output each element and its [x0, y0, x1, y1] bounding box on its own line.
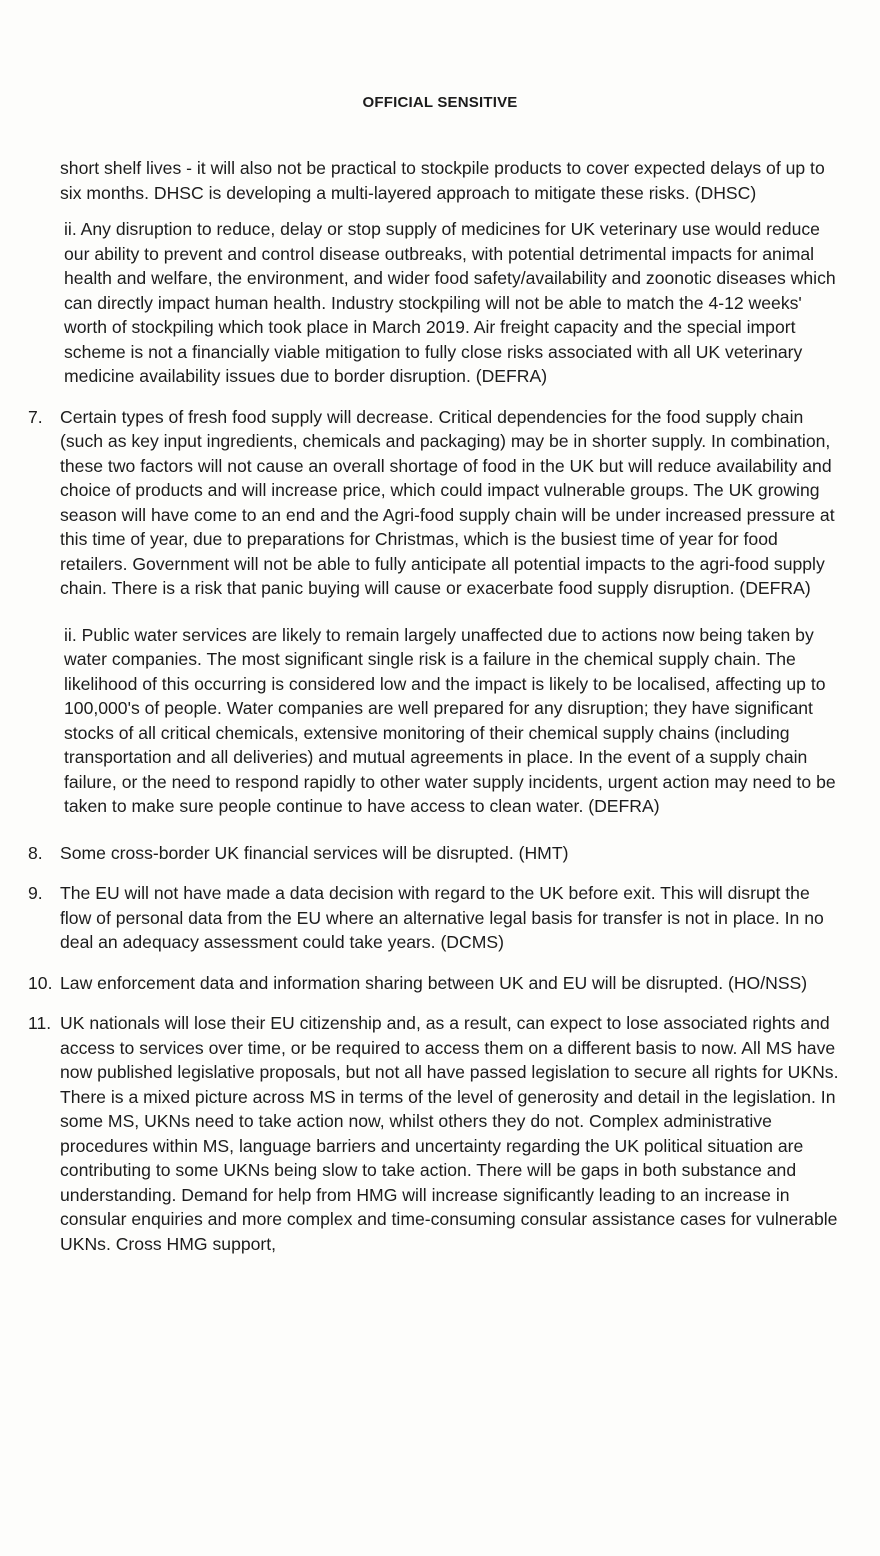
item-text: Some cross-border UK financial services will be disrupted. (HMT): [60, 842, 569, 863]
numbered-item-11: [0, 1011, 880, 1256]
paragraph-6-ii: ii. Any disruption to reduce, delay or stop supply of medicines for UK veterinary use would reduce our ability to prevent and control disease outbreaks, with potential detrimental impacts for animal health and welfare, the environment, and wider food safety/availability and zoonotic diseases which can directly impact human health. Industry stockpiling will not be able to match the 4-12 weeks' worth of stockpiling which took place in March 2019. Air freight capacity and the special import scheme is not a financially viable mitigation to fully close risks associated with all UK veterinary medicine availability issues due to border disruption. (DEFRA): [64, 219, 836, 386]
numbered-item-9: [0, 881, 880, 955]
paragraph-7-ii: ii. Public water services are likely to remain largely unaffected due to actions now being taken by water companies. The most significant single risk is a failure in the chemical supply chain. The likelihood of this occurring is considered low and the impact is likely to be localised, affecting up to 100,000's of people. Water companies are well prepared for any disruption; they have significant stocks of all critical chemicals, extensive monitoring of their chemical supply chains (including transportation and all deliveries) and mutual agreements in place. In the event of a supply chain failure, or the need to respond rapidly to other water supply incidents, urgent action may need to be taken to make sure people continue to have access to clean water. (DEFRA): [64, 624, 836, 816]
item-number: 9.: [28, 883, 43, 903]
item-number: 8.: [28, 842, 43, 863]
document-body: [0, 156, 880, 1256]
item-number: 11.: [28, 1013, 52, 1033]
numbered-item-10: [0, 971, 880, 996]
paragraph-continuation: short shelf lives - it will also not be practical to stockpile products to cover expected delays of up to six months. DHSC is developing a multi-layered approach to mitigate these risks. (DHSC): [60, 158, 825, 203]
item-number: 7.: [28, 406, 43, 427]
item-text: UK nationals will lose their EU citizenship and, as a result, can expect to lose associated rights and access to services over time, or be required to access them on a different basis to now. All MS have now published legislative proposals, but not all have passed legislation to secure all rights for UKNs. There is a mixed picture across MS in terms of the level of generosity and detail in the legislation. In some MS, UKNs need to take action now, whilst others they do not. Complex administrative procedures within MS, language barriers and uncertainty regarding the UK political situation are contributing to some UKNs being slow to take action. There will be gaps in both substance and understanding. Demand for help from HMG will increase significantly leading to an increase in consular enquiries and more complex and time-consuming consular assistance cases for vulnerable UKNs. Cross HMG support,: [60, 1013, 839, 1254]
classification-header: OFFICIAL SENSITIVE: [362, 94, 518, 111]
item-text: Certain types of fresh food supply will decrease. Critical dependencies for the food supply chain (such as key input ingredients, chemicals and packaging) may be in shorter supply. In combination, these two factors will not cause an overall shortage of food in the UK but will reduce availability and choice of products and will increase price, which could impact vulnerable groups. The UK growing season will have come to an end and the Agri-food supply chain will be under increased pressure at this time of year, due to preparations for Christmas, which is the busiest time of year for food retailers. Government will not be able to fully anticipate all potential impacts to the agri-food supply chain. There is a risk that panic buying will cause or exacerbate food supply disruption. (DEFRA): [60, 406, 835, 598]
numbered-item-7: [0, 405, 880, 601]
numbered-item-8: [0, 841, 880, 866]
item-number: 10.: [28, 972, 53, 993]
item-text: Law enforcement data and information sharing between UK and EU will be disrupted. (HO/NSS): [60, 972, 808, 993]
item-text: The EU will not have made a data decision with regard to the UK before exit. This will disrupt the flow of personal data from the EU where an alternative legal basis for transfer is not in place. In no deal an adequacy assessment could take years. (DCMS): [60, 883, 824, 952]
